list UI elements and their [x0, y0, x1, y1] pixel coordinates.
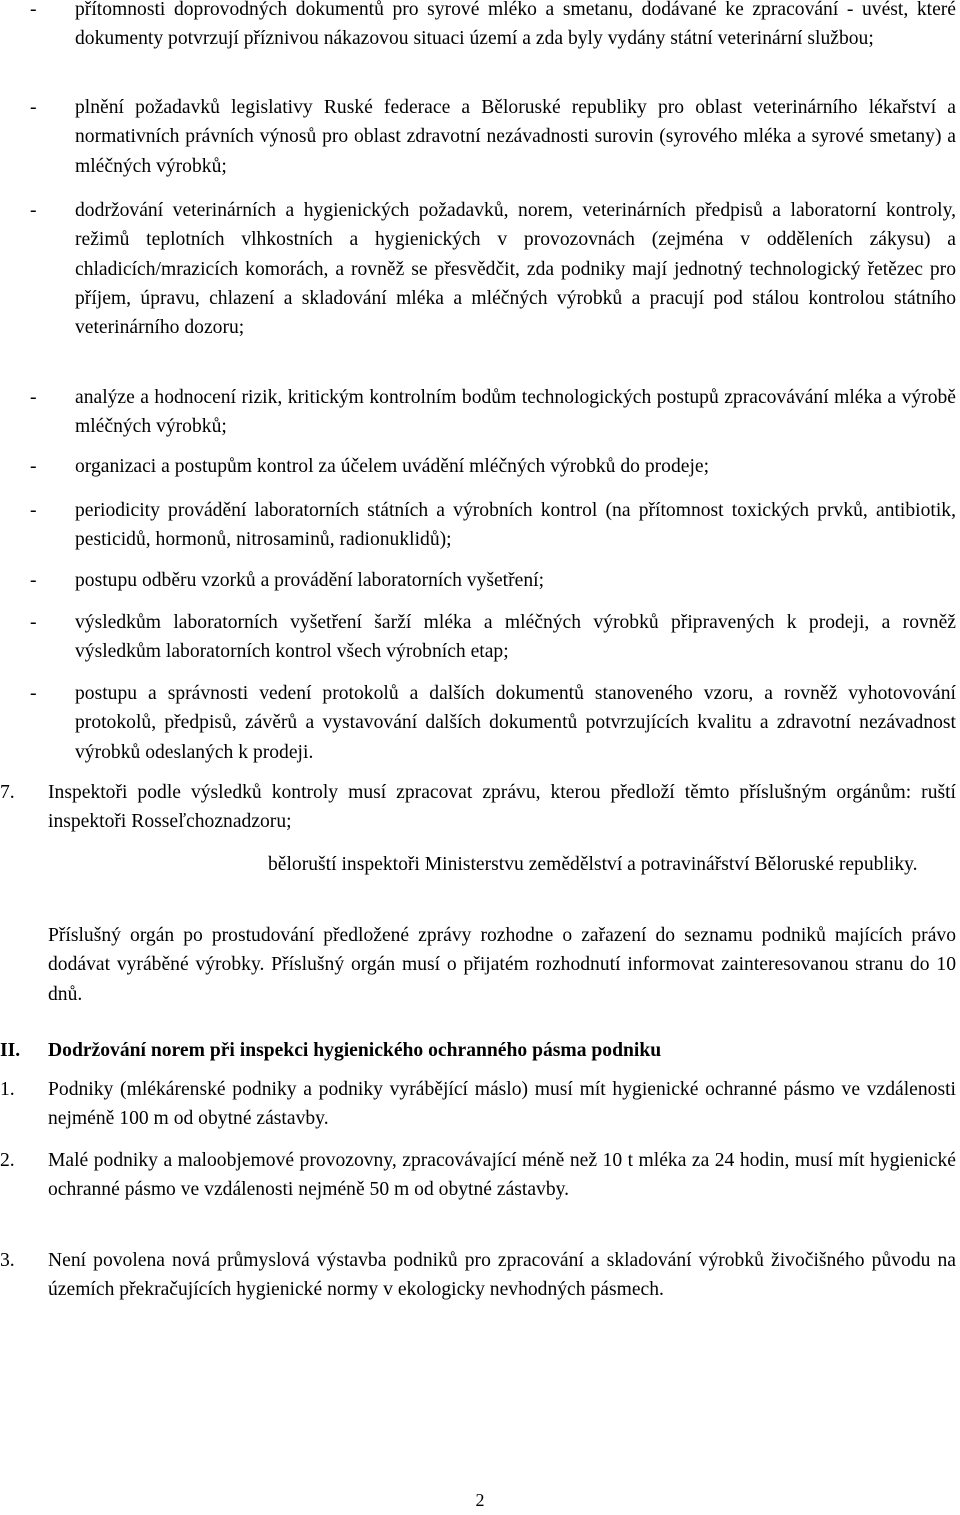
item-number: 2. — [0, 1150, 15, 1171]
list-item — [30, 383, 956, 442]
list-item-text: výsledkům laboratorních vyšetření šarží mléka a mléčných výrobků připravených k prodeji, a rovněž výsledkům laboratorních kontrol všech výrobních etap; — [75, 612, 956, 663]
list-item-text: periodicity provádění laboratorních státních a výrobních kontrol (na přítomnost toxických prvků, antibiotik, pesticidů, hormonů, nitrosaminů, radionuklidů); — [75, 500, 956, 551]
bullet-dash: - — [30, 387, 37, 408]
list-item — [30, 93, 956, 181]
bullet-dash: - — [30, 97, 37, 118]
list-item-text: analýze a hodnocení rizik, kritickým kontrolním bodům technologických postupů zpracovávání mléka a výrobě mléčných výrobků; — [75, 387, 956, 438]
bullet-dash: - — [30, 0, 37, 20]
item-text: Malé podniky a maloobjemové provozovny, zpracovávající méně než 10 t mléka za 24 hodin, musí mít hygienické ochranné pásmo ve vzdálenosti nejméně 50 m od obytné zástavby. — [48, 1150, 956, 1201]
numbered-item — [0, 1146, 956, 1205]
item-text: Inspektoři podle výsledků kontroly musí zpracovat zprávu, kterou předloží těmto příslušným orgánům: ruští inspektoři Rosseľchoznadzoru; — [48, 782, 956, 833]
paragraph: Příslušný orgán po prostudování předložené zprávy rozhodne o zařazení do seznamu podniků majících právo dodávat vyráběné výrobky. Příslušný orgán musí o přijatém rozhodnutí informovat zainteresovanou stranu do 10 dnů. — [48, 925, 956, 1005]
list-item-text: plnění požadavků legislativy Ruské federace a Běloruské republiky pro oblast veterinárního lékařství a normativních právních výnosů pro oblast zdravotní nezávadnosti surovin (syrového mléka a syrové smetany) a mléčných výrobků; — [75, 97, 956, 177]
bullet-dash: - — [30, 456, 37, 477]
item-text: Není povolena nová průmyslová výstavba podniků pro zpracování a skladování výrobků živočišného původu na územích překračujících hygienické normy v ekologicky nevhodných pásmech. — [48, 1250, 956, 1301]
bullet-dash: - — [30, 570, 37, 591]
list-item — [30, 496, 956, 555]
list-item-text: přítomnosti doprovodných dokumentů pro syrové mléko a smetanu, dodávané ke zpracování - uvést, které dokumenty potvrzují příznivou nákazovou situaci území a zda byly vydány státní veterinární službou; — [75, 0, 956, 50]
list-item — [30, 452, 956, 481]
list-item — [30, 196, 956, 342]
item-text: Podniky (mlékárenské podniky a podniky vyrábějící máslo) musí mít hygienické ochranné pásmo ve vzdálenosti nejméně 100 m od obytné zástavby. — [48, 1079, 956, 1130]
bullet-dash: - — [30, 200, 37, 221]
list-item — [30, 679, 956, 767]
list-item-text: postupu odběru vzorků a provádění laboratorních vyšetření; — [75, 570, 545, 591]
page-number: 2 — [475, 1490, 485, 1510]
section-heading — [0, 1036, 956, 1065]
numbered-item — [0, 1075, 956, 1134]
list-item — [30, 0, 956, 54]
list-item-text: organizaci a postupům kontrol za účelem uvádění mléčných výrobků do prodeje; — [75, 456, 710, 477]
numbered-item — [0, 1246, 956, 1305]
numbered-item-7 — [0, 778, 956, 837]
bullet-dash: - — [30, 612, 37, 633]
item-number: 1. — [0, 1079, 15, 1100]
bullet-dash: - — [30, 683, 37, 704]
section-title: Dodržování norem při inspekci hygienického ochranného pásma podniku — [48, 1040, 662, 1061]
bullet-dash: - — [30, 500, 37, 521]
list-item-text: dodržování veterinárních a hygienických požadavků, norem, veterinárních předpisů a laboratorní kontroly, režimů teplotních vlhkostních a hygienických v provozovnách (zejména v odděleních zákysu) a chladicích/mrazicích komorách, a rovněž se přesvědčit, zda podniky mají jednotný technologický řetězec pro příjem, úpravu, chlazení a skladování mléka a mléčných výrobků a pracují pod stálou kontrolou státního veterinárního dozoru; — [75, 200, 956, 339]
item-number: 7. — [0, 782, 15, 803]
section-number: II. — [0, 1040, 21, 1061]
indented-paragraph: běloruští inspektoři Ministerstvu zemědělství a potravinářství Běloruské republiky. — [268, 854, 918, 875]
list-item — [30, 566, 956, 595]
item-number: 3. — [0, 1250, 15, 1271]
list-item-text: postupu a správnosti vedení protokolů a dalších dokumentů stanoveného vzoru, a rovněž vyhotovování protokolů, předpisů, závěrů a vystavování dalších dokumentů potvrzujících kvalitu a zdravotní nezávadnost výrobků odeslaných k prodeji. — [75, 683, 956, 763]
list-item — [30, 608, 956, 667]
